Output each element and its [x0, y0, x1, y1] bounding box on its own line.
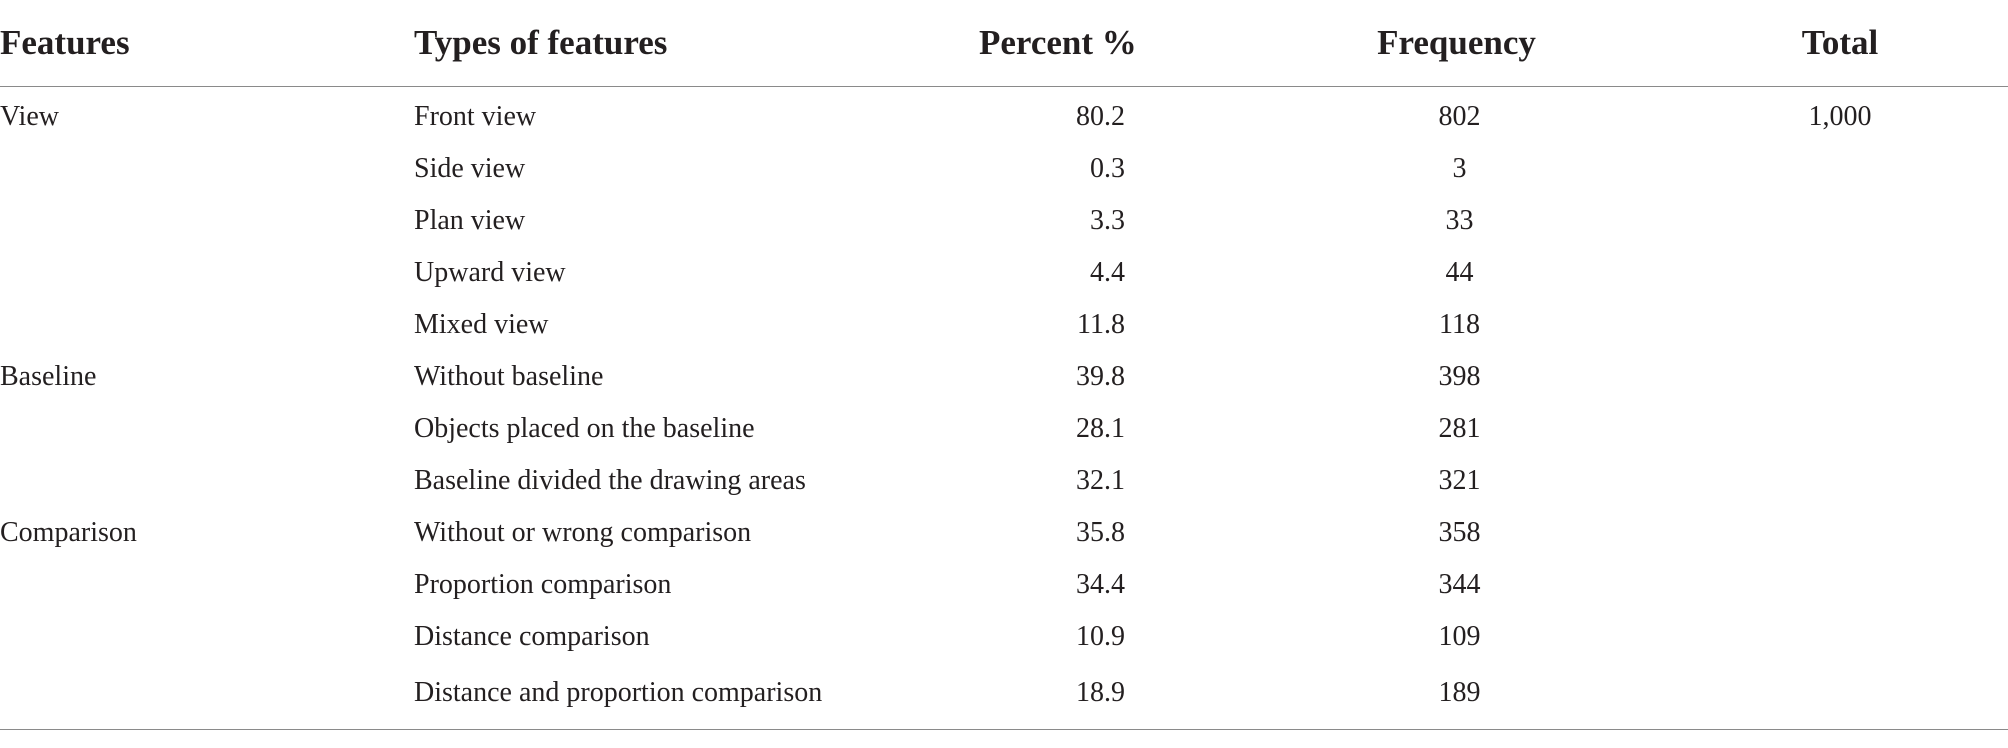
cell-type-of-feature: Without baseline — [414, 361, 604, 392]
table-row — [0, 611, 2008, 663]
cell-frequency: 33 — [1445, 205, 1474, 236]
cell-percent: 18.9 — [979, 663, 1241, 730]
cell-total — [1672, 247, 2008, 299]
cell-percent: 11.8 — [1077, 309, 1125, 340]
cell-frequency: 398 — [1438, 361, 1481, 392]
cell-percent: 4.4 — [1090, 257, 1125, 288]
cell-total — [1672, 611, 2008, 663]
cell-frequency: 344 — [1438, 569, 1481, 600]
cell-total — [1672, 663, 2008, 730]
cell-total: 1,000 — [1808, 101, 1872, 132]
cell-frequency: 3 — [1452, 153, 1467, 184]
cell-frequency: 802 — [1438, 101, 1481, 132]
header-frequency: Frequency — [1241, 0, 1672, 87]
cell-type-of-feature: Proportion comparison — [414, 569, 672, 600]
table-row — [0, 403, 2008, 455]
header-features: Features — [0, 0, 414, 87]
cell-total — [1672, 299, 2008, 351]
cell-total — [1672, 507, 2008, 559]
cell-total — [1672, 143, 2008, 195]
cell-feature — [0, 663, 414, 730]
cell-total — [1672, 455, 2008, 507]
table-row — [0, 247, 2008, 299]
cell-total — [1672, 403, 2008, 455]
cell-frequency: 281 — [1438, 413, 1481, 444]
cell-percent: 34.4 — [1076, 569, 1125, 600]
cell-frequency: 189 — [1241, 663, 1672, 730]
cell-type-of-feature: Plan view — [414, 205, 526, 236]
table-row — [0, 299, 2008, 351]
table-row — [0, 559, 2008, 611]
table-row — [0, 143, 2008, 195]
cell-percent: 32.1 — [1076, 465, 1125, 496]
cell-feature — [0, 611, 414, 663]
header-row — [0, 0, 2008, 87]
cell-total — [1672, 351, 2008, 403]
cell-frequency: 358 — [1438, 517, 1481, 548]
cell-percent: 0.3 — [1090, 153, 1125, 184]
cell-type-of-feature: Baseline divided the drawing areas — [414, 465, 806, 496]
header-total: Total — [1672, 0, 2008, 87]
cell-feature — [0, 455, 414, 507]
cell-percent: 80.2 — [1076, 101, 1125, 132]
cell-feature — [0, 559, 414, 611]
table-body — [0, 87, 2008, 730]
cell-feature — [0, 195, 414, 247]
cell-type-of-feature: Mixed view — [414, 309, 549, 340]
cell-feature: Baseline — [0, 361, 97, 392]
cell-feature: View — [0, 101, 59, 132]
cell-feature — [0, 403, 414, 455]
cell-type-of-feature: Distance comparison — [414, 621, 650, 652]
table-header — [0, 0, 2008, 87]
cell-type-of-feature: Upward view — [414, 257, 566, 288]
cell-percent: 39.8 — [1076, 361, 1125, 392]
table-row — [0, 195, 2008, 247]
header-percent: Percent % — [979, 0, 1241, 87]
cell-percent: 28.1 — [1076, 413, 1125, 444]
cell-type-of-feature: Objects placed on the baseline — [414, 413, 755, 444]
cell-type-of-feature: Side view — [414, 153, 526, 184]
table-row — [0, 663, 2008, 730]
cell-feature — [0, 247, 414, 299]
table-row — [0, 455, 2008, 507]
cell-type-of-feature: Front view — [414, 101, 537, 132]
cell-feature — [0, 299, 414, 351]
cell-total — [1672, 195, 2008, 247]
cell-feature — [0, 143, 414, 195]
table-row — [0, 507, 2008, 559]
header-types-of-features: Types of features — [414, 0, 979, 87]
cell-percent: 10.9 — [1076, 621, 1125, 652]
cell-feature: Comparison — [0, 517, 137, 548]
cell-frequency: 109 — [1438, 621, 1481, 652]
cell-frequency: 44 — [1445, 257, 1474, 288]
cell-frequency: 118 — [1439, 309, 1480, 340]
table-row — [0, 87, 2008, 144]
cell-percent: 35.8 — [1076, 517, 1125, 548]
cell-percent: 3.3 — [1090, 205, 1125, 236]
table-row — [0, 351, 2008, 403]
cell-type-of-feature: Distance and proportion comparison — [414, 663, 979, 730]
cell-type-of-feature: Without or wrong comparison — [414, 517, 752, 548]
cell-frequency: 321 — [1438, 465, 1481, 496]
cell-total — [1672, 559, 2008, 611]
